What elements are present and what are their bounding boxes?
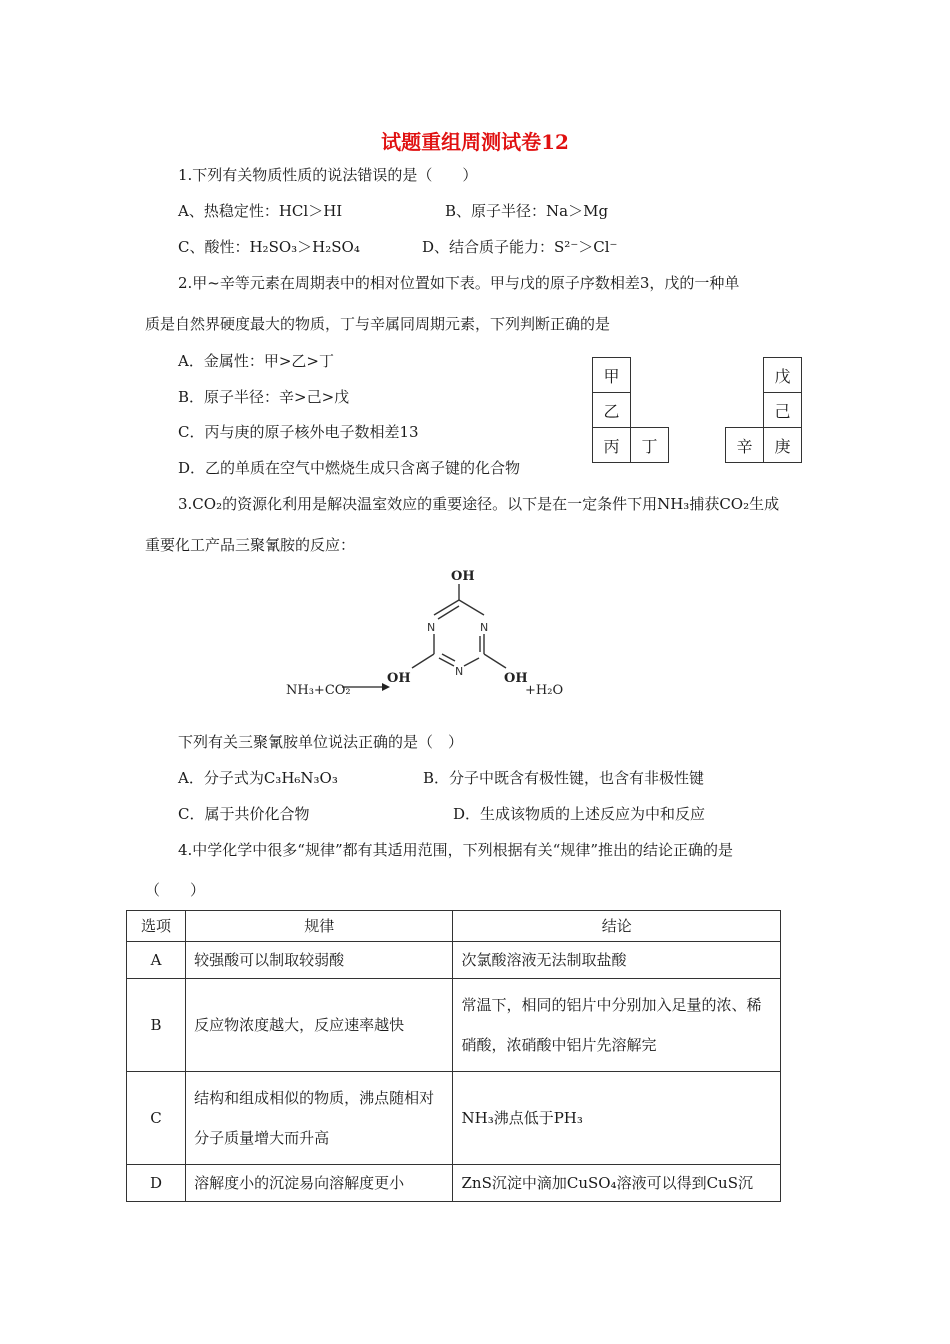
row-conclusion: 次氯酸溶液无法制取盐酸 xyxy=(453,942,781,979)
q2-option-b: B．原子半径：辛>己>戊 xyxy=(178,388,350,406)
ring-n-bottom: N xyxy=(455,665,464,678)
q1-option-b: B、原子半径：Na＞Mg xyxy=(445,202,609,220)
row-option: C xyxy=(127,1072,186,1165)
reactants: NH₃+CO₂ xyxy=(286,683,351,698)
header-rule: 规律 xyxy=(186,911,453,942)
row-conclusion: ZnS沉淀中滴加CuSO₄溶液可以得到CuS沉 xyxy=(453,1165,781,1202)
q1-stem: 1.下列有关物质性质的说法错误的是（ ） xyxy=(178,166,478,184)
q2-option-a: A．金属性：甲>乙>丁 xyxy=(178,352,334,370)
row-rule: 较强酸可以制取较弱酸 xyxy=(186,942,453,979)
table-row xyxy=(127,1072,781,1165)
q2-stem-line2: 质是自然界硬度最大的物质，丁与辛属同周期元素，下列判断正确的是 xyxy=(145,315,611,333)
product-water: +H₂O xyxy=(525,683,564,698)
cell-jia: 甲 xyxy=(593,358,631,393)
row-option: B xyxy=(127,979,186,1072)
q4-stem-line2: （ ） xyxy=(145,881,206,899)
q1-option-d: D、结合质子能力：S²⁻＞Cl⁻ xyxy=(422,238,618,256)
q3-option-a: A．分子式为C₃H₆N₃O₃ xyxy=(178,769,338,787)
melamine-reaction-diagram xyxy=(270,562,600,712)
q3-option-c: C．属于共价化合物 xyxy=(178,805,310,823)
q2-stem-line1: 2.甲~辛等元素在周期表中的相对位置如下表。甲与戊的原子序数相差3，戊的一种单 xyxy=(178,274,740,292)
cell-wu: 戊 xyxy=(764,358,802,393)
oh-right: OH xyxy=(504,671,528,686)
row-option: D xyxy=(127,1165,186,1202)
cell-ji: 己 xyxy=(764,393,802,428)
q3-stem-line1: 3.CO₂的资源化利用是解决温室效应的重要途径。以下是在一定条件下用NH₃捕获CO₂生成 xyxy=(178,495,780,513)
cell-geng: 庚 xyxy=(764,428,802,463)
row-conclusion: NH₃沸点低于PH₃ xyxy=(453,1072,781,1165)
row-rule: 反应物浓度越大，反应速率越快 xyxy=(186,979,453,1072)
q4-stem-line1: 4.中学化学中很多“规律”都有其适用范围，下列根据有关“规律”推出的结论正确的是 xyxy=(178,841,733,859)
oh-left: OH xyxy=(387,671,411,686)
periodic-grid-left xyxy=(592,357,669,463)
q3-sub-stem: 下列有关三聚氰胺单位说法正确的是（ ） xyxy=(178,733,464,751)
row-rule: 溶解度小的沉淀易向溶解度更小 xyxy=(186,1165,453,1202)
table-header-row xyxy=(127,911,781,942)
header-conclusion: 结论 xyxy=(453,911,781,942)
cell-bing: 丙 xyxy=(593,428,631,463)
rules-table xyxy=(126,910,781,1202)
row-conclusion: 常温下，相同的铝片中分别加入足量的浓、稀硝酸，浓硝酸中铝片先溶解完 xyxy=(453,979,781,1072)
q2-option-d: D．乙的单质在空气中燃烧生成只含离子键的化合物 xyxy=(178,459,521,477)
row-rule: 结构和组成相似的物质，沸点随相对分子质量增大而升高 xyxy=(186,1072,453,1165)
row-option: A xyxy=(127,942,186,979)
table-row xyxy=(127,979,781,1072)
q2-option-c: C．丙与庚的原子核外电子数相差13 xyxy=(178,423,419,441)
ring-n-right: N xyxy=(480,621,489,634)
ring-n-left: N xyxy=(427,621,436,634)
table-row xyxy=(127,1165,781,1202)
q3-option-d: D．生成该物质的上述反应为中和反应 xyxy=(453,805,706,823)
header-option: 选项 xyxy=(127,911,186,942)
cell-ding: 丁 xyxy=(631,428,669,463)
q1-option-c: C、酸性：H₂SO₃＞H₂SO₄ xyxy=(178,238,360,256)
q3-stem-line2: 重要化工产品三聚氰胺的反应： xyxy=(145,536,356,554)
oh-top: OH xyxy=(451,569,475,584)
page-title: 试题重组周测试卷12 xyxy=(381,130,569,154)
table-row xyxy=(127,942,781,979)
cell-yi: 乙 xyxy=(593,393,631,428)
q1-option-a: A、热稳定性：HCl＞HI xyxy=(178,202,343,220)
cell-xin: 辛 xyxy=(726,428,764,463)
periodic-grid-right xyxy=(725,357,802,463)
q3-option-b: B．分子中既含有极性键，也含有非极性键 xyxy=(423,769,705,787)
